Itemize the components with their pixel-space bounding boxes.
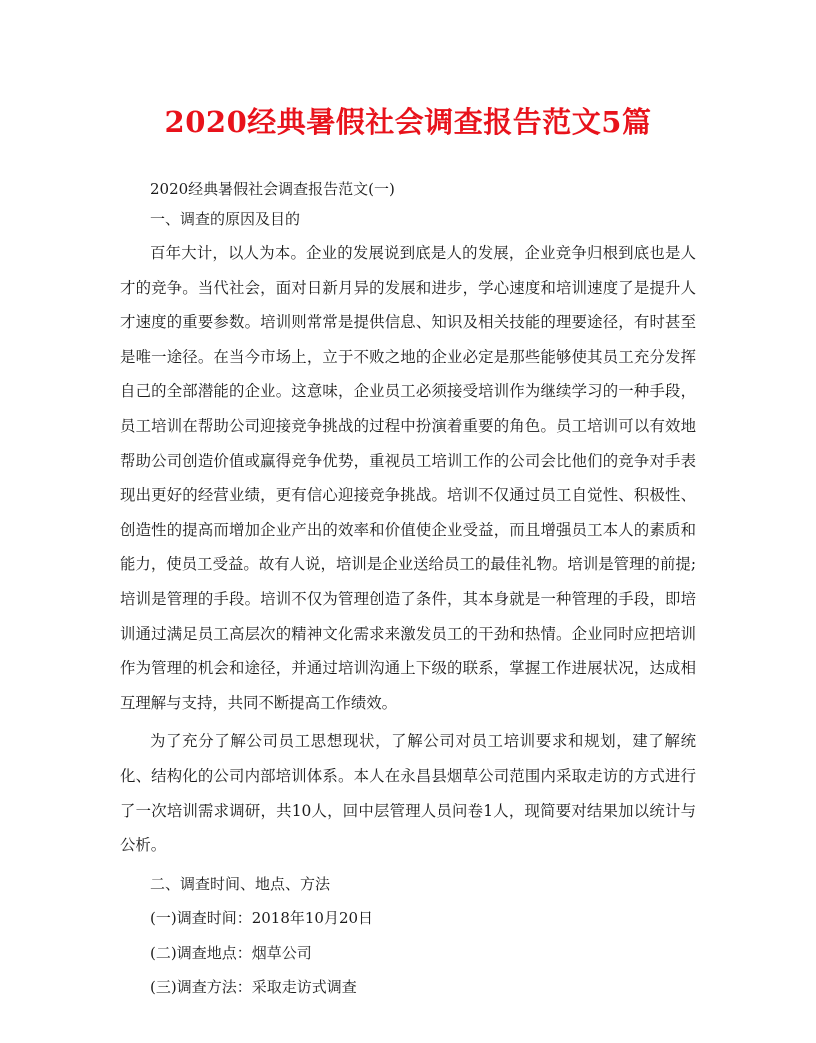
section-heading-reasons: 一、调查的原因及目的 <box>150 210 301 228</box>
paragraph-survey-purpose: 为了充分了解公司员工思想现状，了解公司对员工培训要求和规划，建了解统化、结构化的公司内部培训体系。本人在永昌县烟草公司范围内采取走访的方式进行了一次培训需求调研，共10人，回中层管理人员问卷1人，现简要对结果加以统计与公析。 <box>120 732 696 855</box>
survey-time-item: (一)调查时间：2018年10月20日 <box>150 909 374 928</box>
survey-method-item: (三)调查方法：采取走访式调查 <box>150 978 357 997</box>
document-body <box>120 174 696 1005</box>
survey-place-item: (二)调查地点：烟草公司 <box>150 943 312 962</box>
report-subtitle: 2020经典暑假社会调查报告范文(一) <box>150 180 395 198</box>
section-heading-time-place-method: 二、调查时间、地点、方法 <box>150 874 331 893</box>
document-title: 2020经典暑假社会调查报告范文5篇 <box>164 105 652 139</box>
paragraph-training-importance: 百年大计，以人为本。企业的发展说到底是人的发展，企业竞争归根到底也是人才的竞争。当代社会，面对日新月异的发展和进步，学心速度和培训速度了是提升人才速度的重要参数。培训则常常是提供信息、知识及相关技能的理要途径，有时甚至是唯一途径。在当今市场上，立于不败之地的企业必定是那些能够使其员工充分发挥自己的全部潜能的企业。这意味，企业员工必须接受培训作为继续学习的一种手段，员工培训在帮助公司迎接竞争挑战的过程中扮演着重要的角色。员工培训可以有效地帮助公司创造价值或赢得竞争优势，重视员工培训工作的公司会比他们的竞争对手表现出更好的经营业绩，更有信心迎接竞争挑战。培训不仅通过员工自觉性、积极性、创造性的提高而增加企业产出的效率和价值使企业受益，而且增强员工本人的素质和能力，使员工受益。故有人说，培训是企业送给员工的最佳礼物。培训是管理的前提;培训是管理的手段。培训不仅为管理创造了条件，其本身就是一种管理的手段，即培训通过满足员工高层次的精神文化需求来激发员工的干劲和热情。企业同时应把培训作为管理的机会和途径，并通过培训沟通上下级的联系，掌握工作进展状况，达成相互理解与支持，共同不断提高工作绩效。 <box>120 244 696 712</box>
